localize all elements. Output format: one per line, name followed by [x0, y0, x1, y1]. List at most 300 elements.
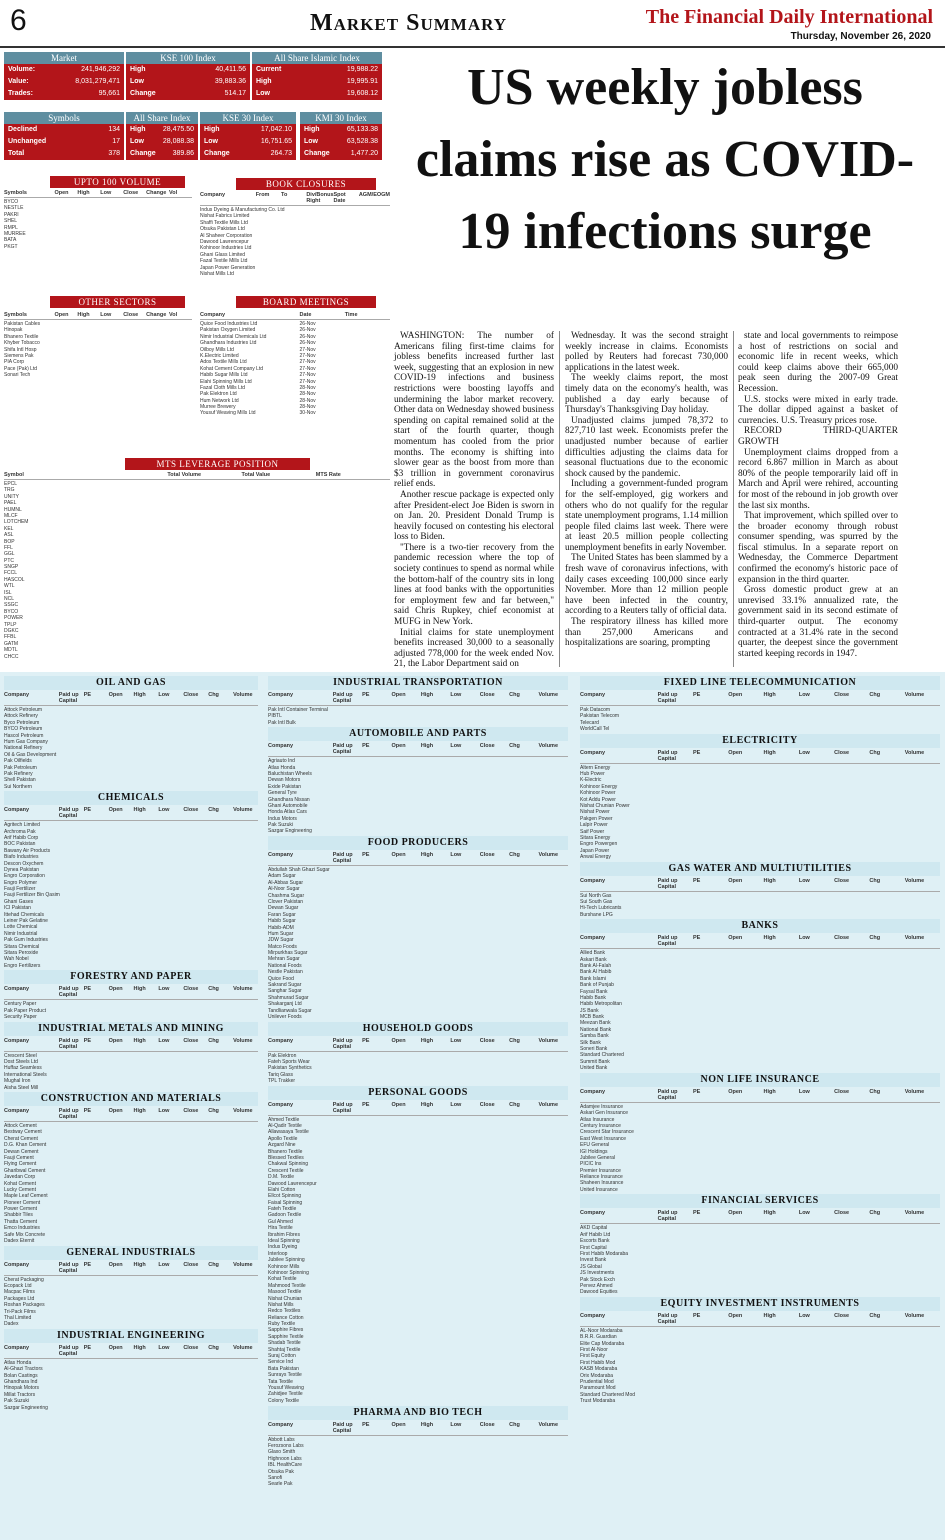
table-row: Fazal Textile Mills Ltd — [200, 258, 248, 265]
table-row: Shakarganj Ltd — [268, 1001, 302, 1008]
table-row: Bank Al-Falah — [580, 962, 612, 969]
table-row: Crescent Steel — [4, 1052, 37, 1059]
table-row: Century Paper — [4, 1001, 37, 1008]
table-row: K.Electric Limited 27-Nov — [200, 352, 316, 359]
table-row: Dewan Sugar — [268, 905, 299, 912]
table-row: Crescent Star Insurance — [580, 1129, 634, 1136]
table-row: Fateh Textile — [268, 1206, 297, 1213]
table-row: Chashma Sugar — [268, 892, 305, 899]
table-row: Indus Dyeing — [268, 1244, 298, 1251]
box-row: Volume: 241,946,292 — [8, 66, 120, 73]
mts-heading: MTS LEVERAGE POSITION — [125, 458, 310, 470]
box-title: KMI 30 Index — [300, 112, 382, 124]
table-row: Shifa Intl Hosp — [4, 346, 37, 353]
allshare-box — [126, 112, 198, 160]
table-header: Company Paid up Capital PE Open High Low Close Chg Volume — [580, 1089, 940, 1103]
table-row: Hinopak Motors — [4, 1385, 40, 1392]
table-row: SHEL — [4, 218, 18, 225]
sector-table — [268, 1102, 568, 1405]
sector-table — [4, 692, 258, 790]
table-row: Quice Food — [268, 975, 294, 982]
sector-heading: FIXED LINE TELECOMMUNICATION — [580, 676, 940, 690]
table-row: Adamjee Insurance — [580, 1103, 624, 1110]
box-row: Trades: 95,661 — [8, 90, 120, 97]
table-row: Pakgen Power — [580, 815, 613, 822]
table-row: Adam Sugar — [268, 873, 296, 880]
table-row: Ibrahim Fibres — [268, 1231, 300, 1238]
sector-heading: GAS WATER AND MULTIUTILITIES — [580, 862, 940, 876]
sector-table — [268, 1038, 568, 1085]
table-row: Sitara Energy — [580, 834, 611, 841]
table-row: Century Insurance — [580, 1122, 621, 1129]
table-row: Packages Ltd — [4, 1295, 35, 1302]
table-row: Elahi Cotton — [268, 1186, 296, 1193]
table-row: Pak Stock Exch — [580, 1276, 616, 1283]
table-row: Pak Oilfields — [4, 758, 32, 765]
table-header: Company Paid up Capital PE Open High Low Close Chg Volume — [4, 807, 258, 821]
sector-heading: ELECTRICITY — [580, 734, 940, 748]
table-row: Ferozsons Labs — [268, 1442, 304, 1449]
table-row: Engro Corporation — [4, 873, 45, 880]
table-row: Oilboy Mills Ltd 27-Nov — [200, 346, 316, 353]
table-row: MCB Bank — [580, 1014, 604, 1021]
table-row: Shaheen Insurance — [580, 1180, 624, 1187]
article-col-2 — [565, 331, 728, 649]
table-row: Pak Intl Bulk — [268, 719, 296, 726]
table-row: Sapphire Fibres — [268, 1327, 304, 1334]
sector-table — [4, 1262, 258, 1328]
box-title: Symbols — [4, 112, 124, 124]
box-row: Change 1,477.20 — [304, 150, 378, 157]
table-row: Millat Tractors — [4, 1391, 36, 1398]
table-row: Standard Chartered — [580, 1052, 624, 1059]
box-row: High 40,411.56 — [130, 66, 246, 73]
table-row: Fazal Cloth Mills Ltd 28-Nov — [200, 384, 316, 391]
table-row: Reliance Cotton — [268, 1314, 304, 1321]
box-title: KSE 30 Index — [200, 112, 296, 124]
box-row: Unchanged 17 — [8, 138, 120, 145]
table-row: Askari Gen Insurance — [580, 1110, 629, 1117]
table-header: Company Paid up Capital PE Open High Low Close Chg Volume — [4, 986, 258, 1000]
table-row: Reliance Insurance — [580, 1174, 623, 1181]
table-row: Orix Modaraba — [580, 1372, 614, 1379]
table-row: Shaffi Textile Mills Ltd — [200, 219, 248, 226]
article-paragraph: Another rescue package is expected only after President-elect Joe Biden is sworn in on Jan. 20. President Donald Trump is heavily focused on contesting his electoral loss to Biden. — [394, 489, 554, 543]
table-row: Telecard — [580, 719, 599, 726]
table-row: Soneri Bank — [580, 1046, 608, 1053]
box-title: Market — [4, 52, 124, 64]
sector-heading: INDUSTRIAL ENGINEERING — [4, 1329, 258, 1343]
table-row: Ghandhara Ind — [4, 1378, 38, 1385]
table-row: TRG — [4, 487, 15, 494]
table-row: Dadex — [4, 1321, 19, 1328]
table-row: Shadab Textile — [268, 1340, 301, 1347]
box-row: High 19,995.91 — [256, 78, 378, 85]
table-row: WTL — [4, 583, 15, 590]
table-row: Tata Textile — [268, 1378, 293, 1385]
table-row: Lotte Chemical — [4, 924, 38, 931]
table-row: Fauji Cement — [4, 1154, 34, 1161]
table-row: Habib Bank — [580, 994, 606, 1001]
sector-heading: NON LIFE INSURANCE — [580, 1073, 940, 1087]
table-row: HUMNL — [4, 506, 22, 513]
table-row: Descon Oxychem — [4, 860, 44, 867]
table-row: Kohat Cement Company Ltd 27-Nov — [200, 365, 316, 372]
table-row: Askari Bank — [580, 956, 607, 963]
table-header: Company Paid up Capital PE Open High Low Close Chg Volume — [4, 692, 258, 706]
table-row: ISL — [4, 589, 12, 596]
table-row: Murree Brewery 28-Nov — [200, 404, 316, 411]
table-row: Ghandhara Industries Ltd 26-Nov — [200, 340, 316, 347]
table-row: Yousuf Weaving Mills Ltd 30-Nov — [200, 410, 316, 417]
table-row: Pak Gum Industries — [4, 937, 48, 944]
table-row: Abdullah Shah Ghazi Sugar — [268, 867, 330, 873]
box-row: Change 389.86 — [130, 150, 194, 157]
table-row: Shahtaj Textile — [268, 1346, 301, 1353]
table-row: Japan Power — [580, 847, 610, 854]
table-row: Clover Pakistan — [268, 898, 304, 905]
table-row: FFL — [4, 544, 13, 551]
sector-heading: INDUSTRIAL TRANSPORTATION — [268, 676, 568, 690]
table-row: Redco Textiles — [268, 1308, 301, 1315]
table-row: Ruby Textile — [268, 1321, 296, 1328]
kmi30-box — [300, 112, 382, 160]
table-row: Bank of Punjab — [580, 982, 614, 989]
sector-table — [268, 1422, 568, 1488]
table-row: Ecopack Ltd — [4, 1282, 32, 1289]
box-row: Change 514.17 — [130, 90, 246, 97]
table-row: Javedan Corp — [4, 1174, 36, 1181]
table-header: Symbols Open High Low Close Change Vol — [4, 190, 192, 198]
table-row: United Bank — [580, 1065, 608, 1072]
table-row: TPL Trakker — [268, 1078, 296, 1085]
table-header: Company Paid up Capital PE Open High Low Close Chg Volume — [268, 1102, 568, 1116]
table-row: GGL — [4, 551, 15, 558]
sector-table — [268, 692, 568, 726]
table-row: Hum Gas Company — [4, 738, 48, 745]
table-row: BYCO — [4, 608, 19, 615]
table-header: Company Paid up Capital PE Open High Low Close Chg Volume — [268, 1422, 568, 1436]
sector-heading: HOUSEHOLD GOODS — [268, 1022, 568, 1036]
table-row: Nestle Pakistan — [268, 969, 303, 976]
table-header: Company From To Div/Bonus Right Spot Date AGM/EOGM — [200, 192, 390, 204]
table-row: ICI Pakistan — [4, 905, 31, 912]
table-row: Ideal Spinning — [268, 1238, 300, 1245]
box-row: Low 39,883.36 — [130, 78, 246, 85]
table-row: Hub Power — [580, 770, 605, 777]
table-row: Sazgar Engineering — [4, 1404, 48, 1411]
table-row: Baluchistan Wheels — [268, 770, 312, 777]
article-paragraph: The weekly claims report, the most timely data on the economy's health, was published a day early because of Thursday's Thanksgiving Day holiday. — [565, 373, 728, 416]
box-row: Value: 8,031,279,471 — [8, 78, 120, 85]
table-row: Oil & Gas Development — [4, 751, 57, 758]
table-row: Habib Sugar Mills Ltd 27-Nov — [200, 372, 316, 379]
sector-heading: EQUITY INVESTMENT INSTRUMENTS — [580, 1297, 940, 1311]
table-row: MDTL — [4, 647, 18, 654]
box-row: High 28,475.50 — [130, 126, 194, 133]
table-row: Habib-ADM — [268, 924, 294, 931]
sector-heading: FORESTRY AND PAPER — [4, 970, 258, 984]
issue-date: Thursday, November 26, 2020 — [790, 31, 931, 42]
table-row: Al-Abbas Sugar — [268, 879, 304, 886]
table-header: Company Paid up Capital PE Open High Low Close Chg Volume — [580, 692, 940, 706]
table-row: Searle Pak — [268, 1481, 293, 1488]
table-row: Safe Mix Concrete — [4, 1231, 46, 1238]
sector-heading: CHEMICALS — [4, 791, 258, 805]
table-row: Ghani Automobile — [268, 802, 308, 809]
table-row: Atlas Insurance — [580, 1116, 615, 1123]
box-row: Change 264.73 — [204, 150, 292, 157]
page-header — [0, 0, 945, 48]
table-row: Habib Sugar — [268, 918, 296, 925]
table-row: Trust Modaraba — [580, 1398, 616, 1405]
table-row: Pak Paper Product — [4, 1007, 46, 1014]
table-row: Cherat Cement — [4, 1135, 38, 1142]
table-row: Sunrays Textile — [268, 1372, 302, 1379]
kse30-box — [200, 112, 296, 160]
table-header: Company Paid up Capital PE Open High Low Close Chg Volume — [268, 852, 568, 866]
mts-table — [4, 472, 390, 660]
table-row: Jubilee Spinning — [268, 1257, 305, 1264]
sector-table — [268, 743, 568, 835]
symbols-box — [4, 112, 124, 160]
table-row: Nimir Industrial Chemicals Ltd 26-Nov — [200, 333, 316, 340]
table-row: First Equity — [580, 1353, 606, 1360]
table-row: Exide Pakistan — [268, 783, 302, 790]
table-row: Standard Chartered Mod — [580, 1391, 636, 1398]
box-row: High 17,042.10 — [204, 126, 292, 133]
article-paragraph: "There is a two-tier recovery from the pandemic recession where the top of society continues to spend as normal while the bottom-half of the country sits in long lines at food banks with the opportunities for employment few and far between," said Chris Rupkey, chief economist at MUFG in New York. — [394, 542, 554, 628]
table-header: Company Paid up Capital PE Open High Low Close Chg Volume — [580, 1210, 940, 1224]
table-row: Pak Elektron Ltd 28-Nov — [200, 391, 316, 398]
table-row: BATA — [4, 237, 17, 244]
table-row: Macpac Films — [4, 1289, 35, 1296]
table-row: Kohat Cement — [4, 1180, 36, 1187]
sector-heading: GENERAL INDUSTRIALS — [4, 1246, 258, 1260]
table-row: Matco Foods — [268, 943, 297, 950]
table-row: Kohinoor Spinning — [268, 1269, 309, 1276]
table-row: GATM — [4, 640, 19, 647]
market-box — [4, 52, 124, 100]
table-row: Bolan Castings — [4, 1372, 38, 1379]
table-row: Pace (Pak) Ltd — [4, 365, 38, 372]
table-row: FFBL — [4, 634, 17, 641]
table-row: KEL — [4, 525, 14, 532]
table-row: SNGP — [4, 564, 19, 571]
table-row: Otsuka Pakistan Ltd — [200, 226, 245, 233]
table-row: Arif Habib Ltd — [580, 1231, 611, 1238]
table-row: EFU General — [580, 1142, 610, 1149]
table-row: Sui South Gas — [580, 898, 613, 905]
table-row: JS Global — [580, 1263, 602, 1270]
table-row: Hinopak — [4, 327, 23, 334]
table-header: Company Paid up Capital PE Open High Low Close Chg Volume — [4, 1262, 258, 1276]
table-row: Hi-Tech Lubricants — [580, 905, 622, 912]
table-row: Bata Pakistan — [268, 1365, 299, 1372]
table-row: Hum Sugar — [268, 930, 294, 937]
table-row: Agritech Limited — [4, 822, 40, 829]
table-row: Bank Al Habib — [580, 969, 612, 976]
table-row: ASL — [4, 532, 14, 539]
article-paragraph: WASHINGTON: The number of Americans filing first-time claims for jobless benefits increased further last week, suggesting that an explosion in new COVID-19 infections and business restrictions were boosting layoffs and undermining the labor market recovery. Other data on Wednesday showed business spending on capital remained solid at the start of the fourth quarter, though momentum has cooled from the prior months. The economy is shifting into slower gear as the boost from more than $3 trillion in government coronavirus relief ends. — [394, 331, 554, 490]
article-paragraph: Unadjusted claims jumped 78,372 to 827,710 last week. Economists prefer the unadjusted number because of earlier difficulties adjusting the claims data for seasonal fluctuations due to the economic shock caused by the pandemic. — [565, 415, 728, 479]
table-row: Sitara Peroxide — [4, 950, 39, 956]
table-row: Sui North Gas — [580, 892, 612, 899]
table-row: Sapphire Textile — [268, 1333, 304, 1340]
table-row: Flying Cement — [4, 1161, 37, 1168]
table-row: Arif Habib Corp — [4, 834, 39, 841]
table-row: Huffaz Seamless — [4, 1065, 42, 1072]
table-row: DGKC — [4, 627, 19, 634]
table-row: IBL HealthCare — [268, 1462, 302, 1469]
table-row: Pak Intl Container Terminal — [268, 707, 328, 713]
table-row: Faran Sugar — [268, 911, 296, 918]
table-header: Company Paid up Capital PE Open High Low Close Chg Volume — [580, 935, 940, 949]
sector-table — [580, 1089, 940, 1193]
table-row: BYCO Petroleum — [4, 726, 43, 733]
table-row: Suraj Cotton — [268, 1353, 296, 1360]
box-row: Total 378 — [8, 150, 120, 157]
table-row: Dewan Cement — [4, 1148, 39, 1155]
table-row: Sui Northern — [4, 783, 33, 790]
table-row: Service Ind — [268, 1359, 294, 1366]
table-header: Company Paid up Capital PE Open High Low Close Chg Volume — [580, 1313, 940, 1327]
article-paragraph: Initial claims for state unemployment benefits increased 30,000 to a seasonally adjusted 778,000 for the week ended Nov. 21, the Labor Department said on — [394, 627, 554, 670]
table-row: Mughal Iron — [4, 1078, 31, 1085]
table-row: Quice Food Industries Ltd 26-Nov — [200, 321, 316, 327]
table-row: First Habib Modaraba — [580, 1250, 629, 1257]
table-row: Silk Bank — [580, 1039, 601, 1046]
book-closures-heading: BOOK CLOSURES — [236, 178, 376, 190]
table-row: Highnoon Labs — [268, 1455, 302, 1462]
table-row: AL-Noor Modaraba — [580, 1327, 623, 1334]
table-row: Mehran Sugar — [268, 956, 300, 963]
table-row: Ahmed Textile — [268, 1116, 300, 1123]
allshare-islamic-box — [252, 52, 382, 100]
table-row: International Steels — [4, 1071, 47, 1078]
article-paragraph: state and local governments to reimpose a host of restrictions on social and economic life in recent weeks, which could keep claims above their 665,000 peak seen during the 2007-09 Great Recession. — [738, 331, 898, 394]
table-row: Pakistan Telecom — [580, 713, 620, 720]
table-row: Unilever Foods — [268, 1013, 302, 1020]
table-row: Kohinoor Energy — [580, 783, 618, 790]
table-row: JS Bank — [580, 1007, 599, 1014]
table-row: Apollo Textile — [268, 1135, 298, 1142]
table-header: Company Paid up Capital PE Open High Low Close Chg Volume — [580, 878, 940, 892]
table-row: Yousuf Weaving — [268, 1385, 304, 1391]
table-row: Saif Power — [580, 828, 605, 835]
table-row: Dynea Pakistan — [4, 866, 40, 873]
table-row: National Foods — [268, 962, 302, 969]
table-row: Bhanero Textile — [268, 1148, 303, 1155]
box-row: Low 63,528.38 — [304, 138, 378, 145]
table-row: Pak Refinery — [4, 770, 33, 777]
table-row: Elite Cap Modaraba — [580, 1340, 625, 1347]
upto100-table — [4, 190, 192, 250]
table-row: Pak Suzuki — [268, 822, 294, 829]
box-row: Low 28,088.38 — [130, 138, 194, 145]
table-row: Faisal Spinning — [268, 1199, 303, 1206]
article-paragraph: The respiratory illness has killed more than 257,000 Americans and hospitalizations are soaring, prompting — [565, 617, 728, 649]
table-row: PIBTL — [268, 713, 282, 720]
table-row: Indus Motors — [268, 815, 297, 822]
sector-heading: OIL AND GAS — [4, 676, 258, 690]
table-row: Crescent Textile — [268, 1167, 304, 1174]
sector-table — [580, 750, 940, 861]
table-row: Cherat Packaging — [4, 1276, 44, 1283]
sector-table — [4, 807, 258, 969]
table-row: Ghani Gases — [4, 898, 34, 905]
table-row: Emco Industries — [4, 1225, 40, 1232]
sector-heading: CONSTRUCTION AND MATERIALS — [4, 1092, 258, 1106]
table-row: Engro Powergen — [580, 841, 618, 848]
table-row: LOTCHEM — [4, 519, 29, 526]
sector-heading: BANKS — [580, 919, 940, 933]
article-paragraph: U.S. stocks were mixed in early trade. The dollar dipped against a basket of currencies. U.S. Treasury prices rose. — [738, 394, 898, 426]
sector-table — [4, 1108, 258, 1244]
table-row: Siemens Pak — [4, 352, 34, 359]
box-row: Low 19,608.12 — [256, 90, 378, 97]
table-header: Symbol Total Volume Total Value MTS Rate — [4, 472, 390, 480]
sector-table — [4, 1345, 258, 1411]
table-row: First Al-Noor — [580, 1346, 608, 1353]
table-row: Glaxo Smith — [268, 1449, 296, 1456]
table-row: Attock Refinery — [4, 713, 38, 720]
book-closures-table — [200, 192, 390, 277]
table-row: Tariq Glass — [268, 1071, 294, 1078]
table-row: Engro Polymer — [4, 879, 38, 886]
sector-heading: AUTOMOBILE AND PARTS — [268, 727, 568, 741]
table-row: Mahmood Textile — [268, 1282, 306, 1289]
table-row: Ellcot Spinning — [268, 1193, 302, 1200]
table-row: Lalpir Power — [580, 822, 608, 829]
table-row: Wah Nobel — [4, 956, 29, 963]
table-row: Hum Network Ltd 28-Nov — [200, 397, 316, 404]
table-row: Kohinoor Industries Ltd — [200, 245, 252, 252]
table-row: Gul Ahmed — [268, 1218, 293, 1225]
table-row: MURREE — [4, 230, 26, 237]
table-row: Pakistan Synthetics — [268, 1065, 312, 1072]
table-row: Interloop — [268, 1250, 288, 1257]
table-row: Al-Qadir Textile — [268, 1122, 302, 1129]
table-row: Dawood Lawrencepur — [268, 1180, 317, 1187]
table-row: Jubilee General — [580, 1154, 616, 1161]
headline: US weekly jobless claims rise as COVID-19 infections surge — [415, 59, 915, 260]
table-row: Bank Islami — [580, 975, 606, 982]
table-row: Invest Bank — [580, 1257, 607, 1264]
table-row: Hira Textile — [268, 1225, 293, 1232]
upto100-heading: UPTO 100 VOLUME — [50, 176, 185, 188]
table-row: Burshane LPG — [580, 911, 613, 918]
sector-table — [268, 852, 568, 1020]
box-title: All Share Islamic Index — [252, 52, 382, 64]
table-row: Attock Cement — [4, 1123, 37, 1129]
table-row: BOC Pakistan — [4, 841, 36, 848]
article-paragraph: That improvement, which spilled over to the broader economy through robust consumer spending, was spurred by the fiscal stimulus. In a separate report on Wednesday, the Commerce Department confirmed the economy's historic pace of expansion in the third quarter. — [738, 511, 898, 585]
table-row: Sonari Tech — [4, 372, 31, 379]
table-row: Dawood Lawrencepur — [200, 238, 249, 245]
page-number: 6 — [10, 4, 27, 37]
table-row: Shell Pakistan — [4, 777, 36, 784]
table-row: POWER — [4, 615, 23, 622]
table-row: Dost Steels Ltd — [4, 1058, 38, 1065]
table-row: Pak Datacom — [580, 707, 611, 713]
table-row: Sitara Chemical — [4, 943, 40, 950]
sector-table — [4, 1038, 258, 1091]
sector-heading: FINANCIAL SERVICES — [580, 1194, 940, 1208]
table-row: Nimir Industrial — [4, 930, 38, 937]
table-row: Dawood Equities — [580, 1289, 618, 1296]
table-row: Nishat Fabrics Limited — [200, 213, 250, 220]
